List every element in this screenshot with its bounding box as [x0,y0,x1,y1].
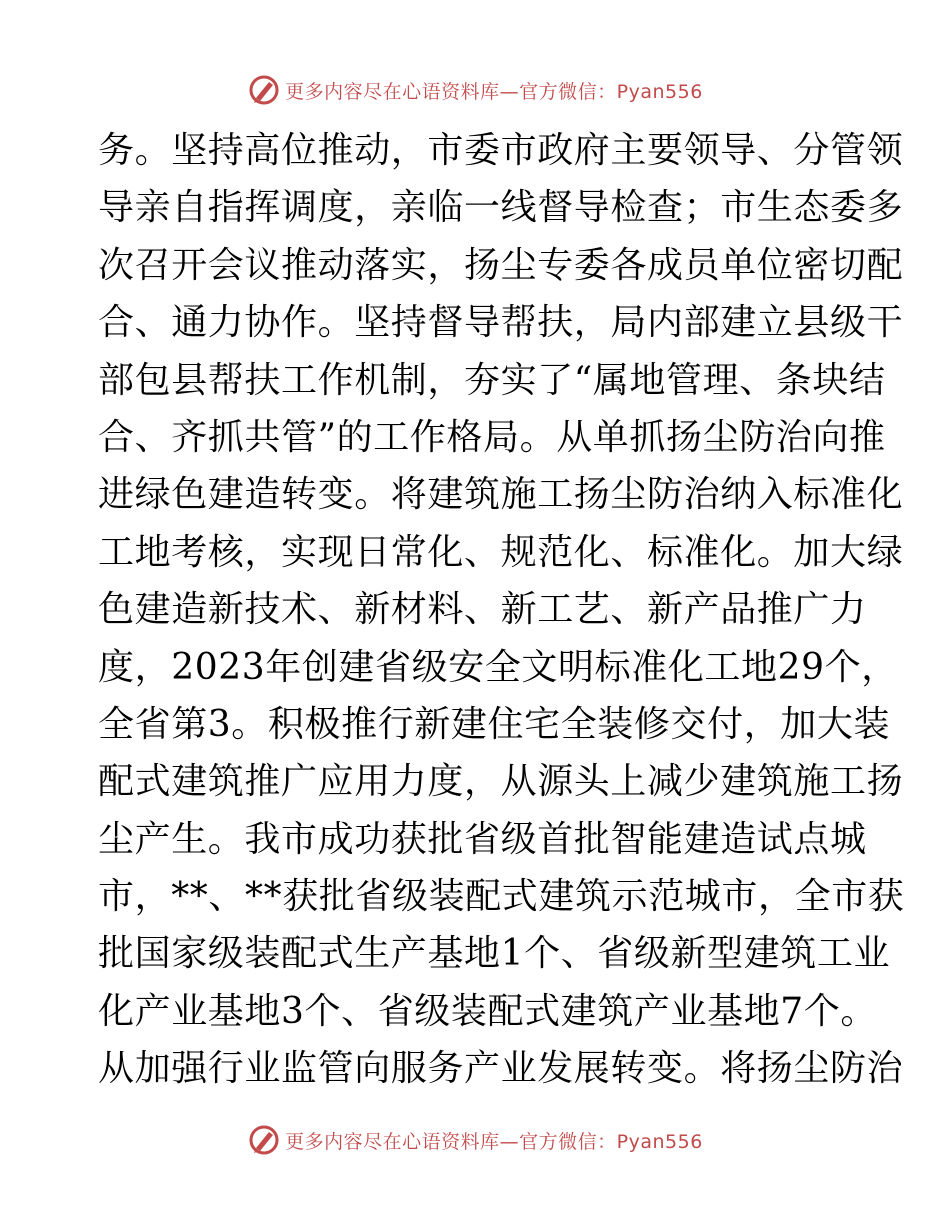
text-line: 配式建筑推广应用力度，从源头上减少建筑施工扬 [98,761,904,803]
text-line: 部包县帮扶工作机制，夯实了“属地管理、条块结 [98,359,886,401]
text-line: 进绿色建造转变。将建筑施工扬尘防治纳入标准化 [98,474,904,516]
footer-watermark [0,1120,950,1160]
text-line: 合、通力协作。坚持督导帮扶，局内部建立县级干 [98,302,904,344]
text-line: 化产业基地3个、省级装配式建筑产业基地7个。 [98,990,878,1032]
header-watermark [0,70,950,110]
text-line: 度，2023年创建省级安全文明标准化工地29个， [98,646,898,688]
text-line: 合、齐抓共管”的工作格局。从单抓扬尘防治向推 [98,416,886,458]
text-line: 从加强行业监管向服务产业发展转变。将扬尘防治 [98,1048,904,1090]
pen-circle-logo-icon [247,73,281,107]
text-line: 尘产生。我市成功获批省级首批智能建造试点城 [98,818,867,860]
text-line: 导亲自指挥调度，亲临一线督导检查；市生态委多 [98,187,904,229]
text-line: 次召开会议推动落实，扬尘专委各成员单位密切配 [98,244,904,286]
text-line: 色建造新技术、新材料、新工艺、新产品推广力 [98,589,867,631]
text-line: 工地考核，实现日常化、规范化、标准化。加大绿 [98,531,904,573]
text-line: 批国家级装配式生产基地1个、省级新型建筑工业 [98,933,891,975]
watermark-text: 更多内容尽在心语资料库—官方微信：Pyan556 [285,80,703,103]
document-body [98,122,905,1098]
watermark-text: 更多内容尽在心语资料库—官方微信：Pyan556 [285,1130,703,1153]
text-line: 全省第3。积极推行新建住宅全装修交付，加大装 [98,703,891,745]
text-line: 务。坚持高位推动，市委市政府主要领导、分管领 [98,130,904,171]
text-line: 市，**、**获批省级装配式建筑示范城市，全市获 [98,876,905,918]
pen-circle-logo-icon [247,1123,281,1157]
